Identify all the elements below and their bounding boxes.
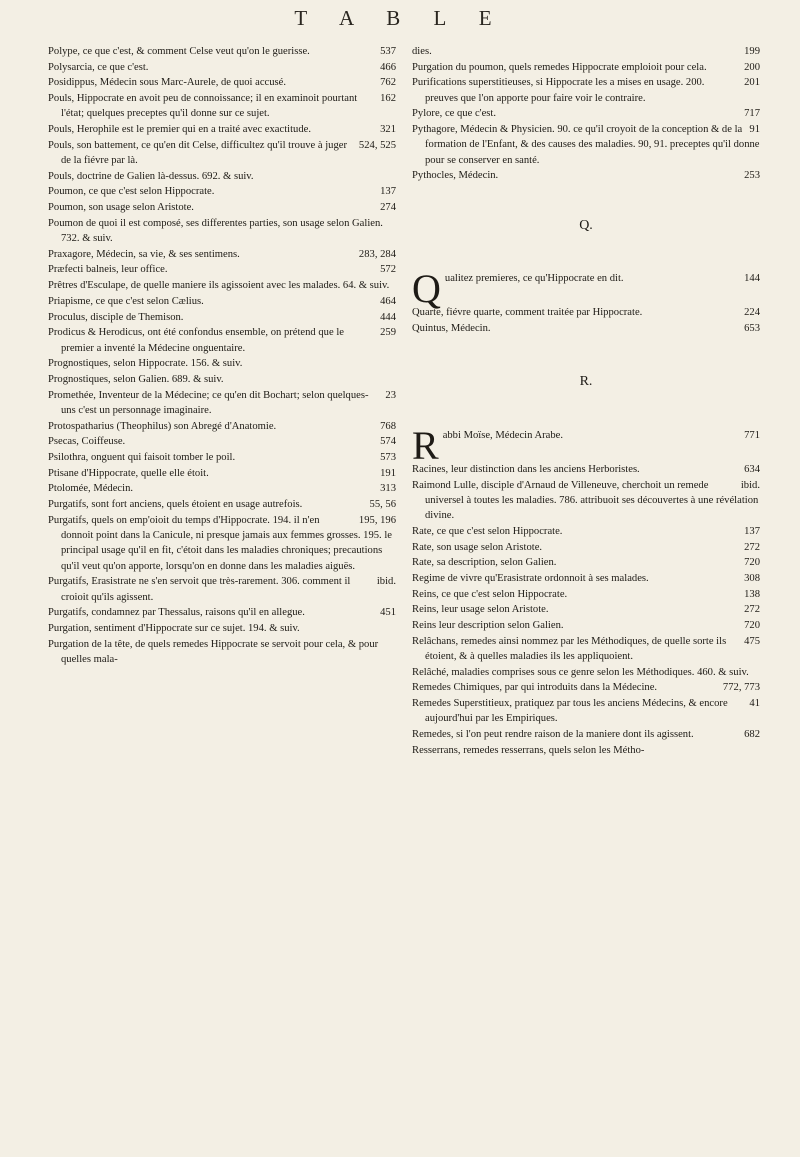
index-entry [412,602,760,617]
entry-text: Purgation de la tête, de quels remedes Hippocrate se servoit pour cela, & pour quelles mala- [48,638,379,665]
index-entry [48,621,396,636]
entry-text: Racines, leur distinction dans les anciens Herboristes. [412,463,640,475]
r-entries [412,462,760,758]
entry-text: Purgation du poumon, quels remedes Hippocrate emploioit pour cela. [412,61,707,73]
index-entry [48,294,396,309]
entry-text: Pouls, Hippocrate en avoit peu de connoissance; il en examinoit pourtant l'état; quelques preceptes qu'il donne sur ce sujet. [48,93,358,120]
index-entry [412,462,760,477]
entry-text: Remedes, si l'on peut rendre raison de la maniere dont ils agissent. [412,729,694,741]
entry-page: 41 [749,698,760,710]
index-entry [412,634,760,665]
entry-text: Quintus, Médecin. [412,323,491,334]
entry-page: 720 [744,557,760,569]
entry-page: 200 [744,61,760,73]
entry-page: 762 [380,77,396,89]
entry-text: abbi Moïse, Médecin Arabe. [442,429,564,441]
index-entry [48,247,396,262]
entry-text: Remedes Chimiques, par qui introduits dans la Médecine. [412,682,658,694]
entry-text: Protospatharius (Theophilus) son Abregé d'Anatomie. [48,420,277,432]
dropcap-r: R [412,422,439,468]
index-entry [48,262,396,277]
entry-text: Resserrans, remedes resserrans, quels selon les Métho- [412,744,645,756]
entry-text: Pouls, Herophile est le premier qui en a traité avec exactitude. [48,124,311,136]
entry-page: 138 [744,588,760,600]
entry-page: 308 [744,573,760,585]
entry-page: 195, 196 [358,514,396,526]
entry-page: 224 [744,307,760,319]
index-entry [48,325,396,356]
entry-text: Quarte, fiévre quarte, comment traitée par Hippocrate. [412,307,643,319]
entry-text: Rate, son usage selon Aristote. [412,541,543,553]
section-letter-r: R. [579,374,593,390]
entry-text: Remedes Superstitieux, pratiquez par tous les anciens Médecins, & encore aujourd'hui par les Empiriques. [412,698,728,725]
entry-page: 137 [744,525,760,537]
entry-text: Rate, sa description, selon Galien. [412,557,557,569]
entry-page: 162 [380,93,396,105]
index-entry [48,216,396,247]
index-entry [412,555,760,570]
index-entry-q-first [412,265,760,311]
entry-page: 313 [380,483,396,495]
entry-page: 259 [380,327,396,339]
entry-page: 191 [380,467,396,479]
index-entry [412,618,760,633]
entry-page: ibid. [376,576,396,588]
entry-page: 91 [749,124,760,136]
index-entry [48,184,396,199]
entry-text: Prêtres d'Esculape, de quelle maniere ils agissoient avec les malades. 64. & suiv. [48,280,390,292]
entry-text: Proculus, disciple de Themison. [48,311,184,323]
entry-page: 444 [380,311,396,323]
entry-page: 23 [385,389,396,401]
entry-page: 572 [380,264,396,276]
entry-page: 653 [744,323,760,334]
entry-page: 253 [744,170,760,182]
entry-page: 274 [380,202,396,214]
right-column-p-entries [412,44,760,184]
entry-page: 283, 284 [358,248,396,260]
index-entry [412,75,760,106]
dropcap-q: Q [412,265,441,311]
entry-text: Priapisme, ce que c'est selon Cælius. [48,295,204,307]
entry-text: Præfecti balneis, leur office. [48,264,168,276]
index-entry [412,524,760,539]
entry-page: 272 [744,541,760,553]
index-entry [412,727,760,742]
entry-text: Reins, leur usage selon Aristote. [412,604,549,616]
entry-text: Ptolomée, Médecin. [48,483,134,495]
entry-text: Polype, ce que c'est, & comment Celse veut qu'on le guerisse. [48,46,310,57]
index-entry [48,200,396,215]
index-entry [412,743,760,758]
index-entry [412,44,760,59]
index-entry [48,388,396,419]
index-entry [48,169,396,184]
entry-page: 272 [744,604,760,616]
index-entry [412,122,760,168]
entry-text: Psecas, Coiffeuse. [48,436,126,448]
entry-page: 524, 525 [358,139,396,151]
entry-page: 720 [744,620,760,632]
entry-text: Relâchans, remedes ainsi nommez par les Méthodiques, de quelle sorte ils étoient, & à quelles maladies ils les appliquoient. [412,635,727,663]
index-entry [48,419,396,434]
entry-text: Reins, ce que c'est selon Hippocrate. [412,588,568,600]
index-entry [412,665,760,680]
entry-text: Purgatifs, sont fort anciens, quels étoient en usage autrefois. [48,498,303,510]
entry-text: Relâché, maladies comprises sous ce genre selon les Méthodiques. 460. & suiv. [412,666,749,678]
index-entry-r-first [412,422,760,468]
entry-text: Poumon, son usage selon Aristote. [48,202,194,214]
entry-page: 537 [380,46,396,57]
index-entry [48,60,396,75]
entry-text: Purgatifs, Erasistrate ne s'en servoit que très-rarement. 306. comment il croioit qu'ils agissent. [48,576,351,603]
entry-page: 464 [380,295,396,307]
entry-page: 574 [380,436,396,448]
index-entry [412,321,760,336]
index-entry [48,44,396,59]
entry-text: Regime de vivre qu'Erasistrate ordonnoit à ses malades. [412,573,649,585]
index-entry [412,540,760,555]
entry-page: 55, 56 [369,498,396,510]
entry-page: 199 [744,46,760,57]
running-head: T A B L E [294,6,506,30]
right-column [412,44,760,758]
index-entry [48,356,396,371]
index-entry [412,696,760,727]
entry-text: Purifications superstitieuses, si Hippocrate les a mises en usage. 200. preuves que l'on apporte pour faire voir le contraire. [412,77,705,104]
entry-text: Raimond Lulle, disciple d'Arnaud de Villeneuve, cherchoit un remede universel à toutes les maladies. 786. attribuoit ses découvertes à une révélation divine. [412,479,759,522]
index-entry [48,310,396,325]
index-entry [48,574,396,605]
entry-page: 771 [744,429,760,441]
index-entry [48,605,396,620]
entry-page: 717 [744,108,760,120]
entry-page: 634 [744,463,760,475]
index-entry [48,138,396,169]
index-entry [48,372,396,387]
entry-page: 768 [380,420,396,432]
q-entries [412,305,760,336]
entry-text: Pouls, doctrine de Galien là-dessus. 692. & suiv. [48,170,254,182]
entry-text: Psilothra, onguent qui faisoit tomber le poil. [48,451,236,463]
entry-text: Prognostiques, selon Hippocrate. 156. & suiv. [48,358,243,370]
index-entry [412,305,760,320]
entry-text: Pouls, son battement, ce qu'en dit Celse, difficultez qu'il trouve à juger de la fiévre par là. [48,139,347,167]
entry-text: Polysarcia, ce que c'est. [48,61,149,73]
index-entry [48,75,396,90]
index-entry [48,91,396,122]
entry-page: 144 [744,272,760,284]
entry-text: Purgatifs, quels on emp'oioit du temps d'Hippocrate. 194. il n'en donnoit point dans la Canicule, ni presque jamais aux femmes grosses. 195. le principal usage qu'il en fit, c'étoit dans les maladies chroniques; precautions qu'il veut qu'on apporte, lorsqu'on en donne dans les maladies aiguës. [48,514,392,572]
entry-page: 466 [380,61,396,73]
index-entry [48,122,396,137]
index-entry [412,680,760,695]
entry-text: Prognostiques, selon Galien. 689. & suiv. [48,373,224,385]
entry-text: Purgation, sentiment d'Hippocrate sur ce sujet. 194. & suiv. [48,622,300,634]
entry-text: Prodicus & Herodicus, ont été confondus ensemble, on prétend que le premier a inventé la Médecine onguentaire. [48,327,344,354]
entry-text: Poumon de quoi il est composé, ses differentes parties, son usage selon Galien. 732. & suiv. [48,217,383,245]
index-entry [412,168,760,183]
entry-page: ibid. [740,479,760,491]
index-entry [48,637,396,668]
index-entry [48,466,396,481]
index-entry [412,478,760,524]
entry-text: Ptisane d'Hippocrate, quelle elle étoit. [48,467,209,479]
index-entry [412,587,760,602]
index-entry [48,513,396,574]
index-entry [48,434,396,449]
entry-page: 137 [380,186,396,198]
index-entry [48,481,396,496]
entry-text: dies. [412,46,432,57]
entry-page: 451 [380,607,396,619]
entry-text: Posidippus, Médecin sous Marc-Aurele, de quoi accusé. [48,77,287,89]
index-entry [412,106,760,121]
entry-page: 772, 773 [722,682,760,694]
left-column [48,44,396,668]
index-entry [48,497,396,512]
index-entry [48,278,396,293]
entry-text: Promethée, Inventeur de la Médecine; ce qu'en dit Bochart; selon quelques-uns c'est un personnage imaginaire. [48,389,369,416]
entry-text: Reins leur description selon Galien. [412,620,564,632]
entry-text: Pythocles, Médecin. [412,170,499,182]
entry-text: Purgatifs, condamnez par Thessalus, raisons qu'il en allegue. [48,607,305,619]
entry-page: 475 [744,635,760,647]
index-entry [412,571,760,586]
entry-text: ualitez premieres, ce qu'Hippocrate en dit. [444,272,624,284]
entry-page: 321 [380,124,396,136]
index-entry [48,450,396,465]
section-letter-q: Q. [579,217,593,233]
index-entry [412,60,760,75]
entry-text: Pythagore, Médecin & Physicien. 90. ce qu'il croyoit de la conception & de la formation de l'Enfant, & des causes des maladies. 90, 91. preceptes qu'il donne pour se conserver en santé. [412,124,760,166]
entry-page: 573 [380,451,396,463]
entry-text: Pylore, ce que c'est. [412,108,496,120]
entry-text: Poumon, ce que c'est selon Hippocrate. [48,186,215,198]
entry-text: Praxagore, Médecin, sa vie, & ses sentimens. [48,248,240,260]
entry-page: 201 [744,77,760,89]
entry-text: Rate, ce que c'est selon Hippocrate. [412,525,563,537]
entry-page: 682 [744,729,760,741]
